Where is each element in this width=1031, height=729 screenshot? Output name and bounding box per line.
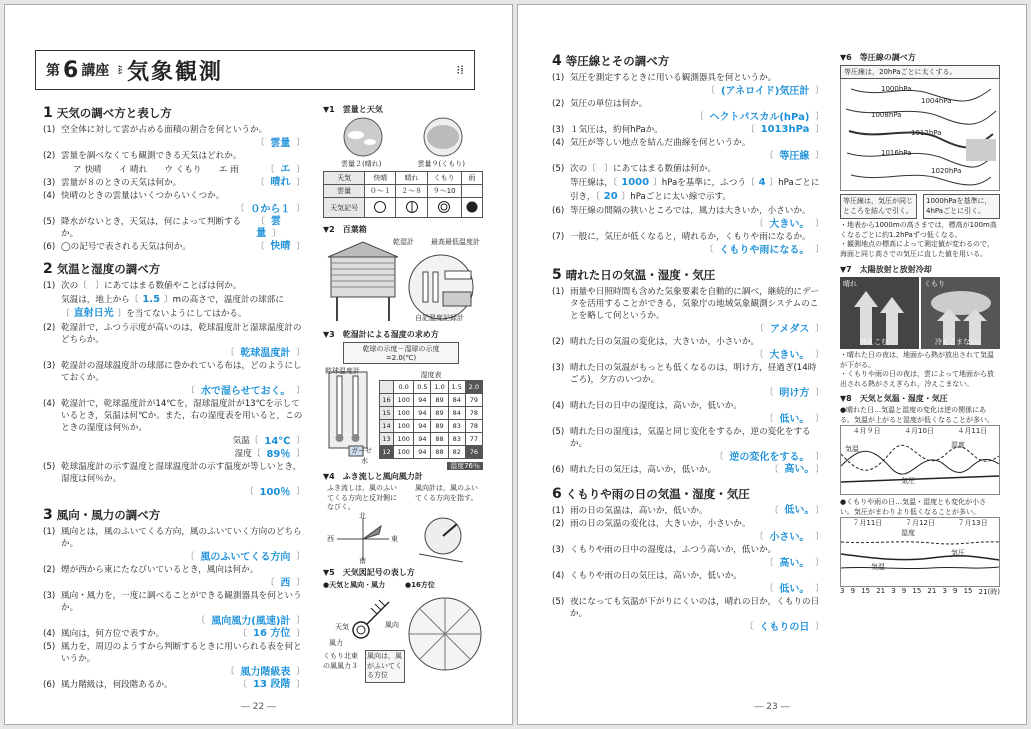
question: (6) 等圧線の間隔の狭いところでは，風力は大きいか，小さいか。: [552, 206, 811, 216]
table-cell: ９〜10: [427, 185, 461, 198]
section-title: 5 晴れた日の気温・湿度・気圧: [552, 267, 716, 283]
date-label: ７月11日: [852, 519, 883, 527]
tick-label: 15: [861, 587, 871, 595]
series-label: 気温: [871, 563, 885, 571]
note: ・観測地点の標高によって測定値が変わるので，海面と同じ高さでの気圧に直した値を用いる。: [840, 240, 994, 258]
answer: 低い。: [779, 414, 810, 425]
isobar-notes: [840, 194, 1000, 219]
figure-title: ▼2 百葉箱: [323, 225, 367, 234]
rainy-graph-lines: [841, 528, 999, 586]
note: 1000hPaを基準に，4hPaごとに引く。: [923, 194, 1000, 219]
answer-line: ア 快晴 イ 晴れ ウ くもり エ 雨 〔 エ 〕: [43, 163, 305, 177]
question: (3) １気圧は，約何hPaか。 〔 1013hPa 〕: [552, 124, 824, 135]
section-title: 3 風向・風力の調べ方: [43, 507, 161, 523]
radiation-figure: [840, 277, 1000, 349]
tick-label: 15: [963, 587, 973, 595]
question: (3) くもりや雨の日中の湿度は，ふつう高いか，低いか。: [552, 545, 777, 555]
question: (6) 晴れた日の気圧は，高いか，低いか。 〔 高い。 〕: [552, 464, 824, 475]
series-label: 気圧: [951, 549, 965, 557]
answer-line: 〔 アメダス 〕: [755, 324, 824, 335]
tick-label: 21: [927, 587, 937, 595]
compass-icon: [323, 514, 483, 564]
cloudy-night-panel: [921, 277, 1000, 349]
note: 等圧線は，気圧が同じところを結んで引く。: [840, 194, 917, 219]
isobar-map: [840, 79, 1000, 191]
dir-label: 東: [391, 535, 398, 543]
note: ●くもりや雨の日…気温・湿度とも変化が小さい。気圧がまわりより低くなることが多い。: [840, 498, 987, 516]
page-number: ― 22 ―: [240, 702, 277, 712]
figure-title: ▼3 乾湿計による湿度の求め方: [323, 330, 439, 339]
tick-label: 9: [850, 587, 856, 595]
question: (2) 乾湿計で，ふつう示度が高いのは，乾球温度計と湿球温度計のどちらか。: [43, 323, 302, 345]
question: (1) 雨量や日照時間も含めた気象要素を自動的に調べ，継続的にデータを活用することができる，気象庁の地域気象観測システムのことを略して何というか。: [552, 287, 820, 321]
answer-line: 気温〔 14℃ 〕: [232, 436, 305, 447]
question: (1) 雨の日の気温は，高いか，低いか。 〔 低い。 〕: [552, 505, 824, 516]
figure-title: ▼5 天気図記号の表し方: [323, 568, 415, 577]
question: (3) 乾湿計の湿球温度計の球部に巻かれている布は，どのようにしておくか。: [43, 361, 302, 383]
answer: (アネロイド)気圧計: [720, 86, 810, 97]
table-cell: 雲量: [324, 185, 365, 198]
note: ・くもりや雨の日の夜は，雲によって地面から放出される熱がさえぎられ，冷えこまない。: [840, 370, 994, 388]
answer-line: 〔 くもりや雨になる。 〕: [704, 245, 824, 256]
answer: 明け方: [779, 388, 810, 399]
table-cell: くもり: [427, 172, 461, 185]
isobar-label: 1012hPa: [911, 129, 942, 137]
question: (1) 空全体に対して雲が占める面積の割合を何というか。: [43, 125, 268, 135]
question: (5) 夜になっても気温が下がりにくいのは，晴れの日か，くもりの日か。: [552, 597, 820, 619]
label: 自記温度記録計: [415, 314, 464, 322]
tick-label: 21: [876, 587, 886, 595]
question: (2) 雲量を調べなくても観測できる天気はどれか。: [43, 151, 242, 161]
note: ●晴れた日…気温と湿度の変化は逆の関係にある。気温が上がると湿度が低くなることが多い。: [840, 406, 994, 424]
left-figure-column: [323, 101, 483, 680]
sunny-graph-lines: [841, 436, 999, 494]
section-title: 1 天気の調べ方と表し方: [43, 105, 172, 121]
tick-label: 3: [942, 587, 947, 595]
answer: 逆の変化をする。: [729, 452, 810, 463]
answer: 雲量: [270, 138, 291, 149]
answer-line: 〔 100％ 〕: [244, 487, 305, 498]
answer-line: 〔 等圧線 〕: [764, 151, 824, 162]
answer-line: 〔 (アネロイド)気圧計 〕: [706, 86, 824, 97]
answer: 風向風力(風速)計: [211, 616, 291, 627]
isobar-label: 1000hPa: [881, 85, 912, 93]
page-title: 気象観測: [126, 59, 223, 85]
question: (4) 気圧が等しい地点を結んだ曲線を何というか。: [552, 138, 751, 148]
weather-box-figure: [323, 237, 483, 323]
label: 風力: [329, 639, 343, 647]
table-cell: 雨: [461, 172, 482, 185]
question: (6) 風力階級は，何段階あるか。 〔 13 段階 〕: [43, 679, 305, 690]
question: (3) 風向・風力を，一度に調べることができる観測器具を何というか。: [43, 591, 302, 613]
answer-line: 〔 高い。 〕: [764, 558, 824, 569]
answer: 大きい。: [769, 219, 810, 230]
answer: 100％: [259, 487, 291, 498]
note: 風向計は，風のふいてくる方向を指す。: [415, 484, 478, 502]
figure-title: ▼6 等圧線の調べ方: [840, 53, 916, 62]
answer: 89％: [266, 449, 291, 460]
isobar-label: 1004hPa: [921, 97, 952, 105]
dir-label: 南: [359, 557, 366, 565]
answer-line: 〔 大きい。 〕: [754, 219, 824, 230]
question: (1) 風向とは，風のふいてくる方向，風のふいていく方向のどちらか。: [43, 527, 302, 549]
question: 等圧線は，〔 1000 〕hPaを基準に，ふつう〔 4 〕hPaごとに引き，〔 20 〕hPaごとに太い線で示す。: [570, 177, 820, 202]
answer-line: 〔 乾球温度計 〕: [225, 348, 305, 359]
answer: 1000: [621, 177, 650, 188]
answer: ヘクトパスカル(hPa): [709, 112, 810, 123]
tick-label: 15: [912, 587, 922, 595]
answer: 1013hPa: [760, 124, 810, 135]
tick-label: 3: [840, 587, 845, 595]
answer: 小さい。: [769, 532, 810, 543]
answer: 水で湿らせておく。: [200, 386, 291, 397]
answer: 13 段階: [252, 679, 291, 690]
table-cell: ２〜８: [396, 185, 427, 198]
figure-title: ▼8 天気と気温・湿度・気圧: [840, 394, 948, 403]
cloudy-symbol-icon: [427, 198, 461, 218]
answer: くもりや雨になる。: [719, 245, 810, 256]
question: (5) 風力を，周辺のようすから判断するときに用いられる表を何というか。: [43, 642, 302, 664]
date-label: ４月11日: [957, 427, 988, 435]
question: (5) 乾球温度計の示す温度と湿球温度計の示す温度が等しいとき，湿度は何％か。: [43, 462, 302, 484]
note: 風向は，風がふいてくる方位: [365, 650, 405, 683]
figure-title: ▼7 太陽放射と放射冷却: [840, 265, 932, 274]
answer-line: 〔 明け方 〕: [764, 388, 824, 399]
label: 水: [361, 457, 368, 465]
banner: 等圧線は，20hPaごとに太くする。: [840, 65, 1000, 79]
answer-line: 湿度〔 89％ 〕: [234, 449, 305, 460]
question: (2) 晴れた日の気温の変化は，大きいか，小さいか。: [552, 337, 760, 347]
note: ふき流しは，風のふいてくる方向と反対側になびく。: [327, 484, 397, 511]
isobar-label: 1016hPa: [881, 149, 912, 157]
right-text-column: [552, 49, 824, 634]
answer-line: 〔 逆の変化をする。 〕: [714, 452, 824, 463]
answer-line: 〔 風向風力(風速)計 〕: [196, 616, 305, 627]
answer: ０から１: [250, 204, 291, 215]
question: (6) ◯の記号で表される天気は何か。 〔 快晴 〕: [43, 241, 305, 252]
caption: 冷えこむ。: [860, 338, 895, 346]
answer: 高い。: [779, 558, 810, 569]
label: 乾湿計: [393, 238, 414, 246]
sub-title: ●16方位: [405, 581, 435, 589]
formula-box: 乾球の示度－湿球の示度 =2.0(℃): [343, 342, 459, 364]
figure-title: ▼4 ふき流しと風向風力計: [323, 472, 423, 481]
answer: 16 方位: [252, 628, 291, 639]
question: (1) 気圧を測定するときに用いる観測器具を何というか。: [552, 73, 777, 83]
question: (4) 乾湿計で，乾球温度計が14℃を，湿球温度計が13℃を示しているとき，気温は何℃か。また，右の湿度表を用いると，このときの湿度は何％か。: [43, 399, 303, 433]
answer: 等圧線: [779, 151, 810, 162]
answer: 1.5: [142, 294, 161, 305]
label: 乾球温度計: [325, 367, 360, 375]
note: ・晴れた日の夜は，地面から熱が放出されて気温が下がる。: [840, 351, 994, 369]
question: (4) 晴れた日の日中の湿度は，高いか，低いか。: [552, 401, 742, 411]
table-cell: [461, 185, 482, 198]
answer: 高い。: [784, 464, 810, 475]
figure-title: ▼1 雲量と天気: [323, 105, 383, 114]
isobar-label: 1008hPa: [871, 111, 902, 119]
tick-label: 9: [953, 587, 958, 595]
label: 晴れ: [843, 280, 857, 288]
question: (2) 煙が西から東にたなびいているとき，風向は何か。: [43, 565, 259, 575]
answer-line: 〔 水で湿らせておく。 〕: [186, 386, 305, 397]
answer-line: 〔 低い。 〕: [764, 414, 824, 425]
sunny-graph: [840, 425, 1000, 495]
answer: 風のふいてくる方向: [200, 552, 291, 563]
answer-line: 〔 風のふいてくる方向 〕: [185, 552, 305, 563]
question: (3) 雲量が８のときの天気は何か。 〔 晴れ 〕: [43, 177, 305, 188]
question: (3) 晴れた日の気温がもっとも低くなるのは，明け方，昼過ぎ(14時ごろ)，夕方のいつか。: [552, 363, 817, 385]
question: (4) 風向は，何方位で表すか。 〔 16 方位 〕: [43, 628, 305, 639]
clear-symbol-icon: [365, 198, 396, 218]
right-figure-column: [840, 49, 1000, 597]
answer: 直射日光: [73, 308, 114, 319]
series-label: 湿度: [901, 529, 915, 537]
question: (2) 気圧の単位は何か。: [552, 99, 648, 109]
weather-table: [323, 171, 483, 218]
tick-label: 3: [891, 587, 896, 595]
question: 気温は，地上から〔 1.5 〕mの高さで，温度計の球部に〔 直射日光 〕を当てないようにしてはかる。: [61, 294, 284, 319]
table-cell: ０〜１: [365, 185, 396, 198]
dots-icon: ⁝⁞: [456, 63, 464, 77]
table-cell: 天気: [324, 172, 365, 185]
dir-label: 西: [327, 535, 334, 543]
question: (5) 降水がないとき，天気は，何によって判断するか。 〔 雲量 〕: [43, 216, 281, 239]
rainy-graph: [840, 517, 1000, 587]
options: ア 快晴 イ 晴れ ウ くもり エ 雨: [73, 165, 239, 175]
question: (7) 一般に，気圧が低くなると，晴れるか，くもりや雨になるか。: [552, 232, 811, 242]
dir-label: 北: [359, 512, 366, 520]
weather-box-icon: [323, 237, 483, 323]
answer-line: 〔 雲量 〕: [255, 138, 305, 149]
rain-symbol-icon: [461, 198, 482, 218]
caption: 冷えこまない。: [935, 338, 984, 346]
answer: エ: [280, 164, 291, 175]
question: (2) 雨の日の気温の変化は，大きいか，小さいか。: [552, 519, 751, 529]
table-cell: 快晴: [365, 172, 396, 185]
header-no: 第: [46, 63, 60, 79]
sunny-symbol-icon: [396, 198, 427, 218]
section-title: 4 等圧線とその調べ方: [552, 53, 670, 69]
answer: 快晴: [270, 241, 291, 252]
date-label: ７月12日: [905, 519, 935, 527]
question: (4) くもりや雨の日の気圧は，高いか，低いか。: [552, 571, 742, 581]
note: ・地表から1000mの高さまでは，標高が100m高くなるごとに約1.2hPaずつ低くなる。: [840, 221, 997, 239]
answer-line: 〔 ０から１ 〕: [235, 204, 305, 215]
answer: 乾球温度計: [240, 348, 291, 359]
caption: 雲量９(くもり): [417, 160, 465, 168]
result-badge: 湿度76％: [447, 462, 483, 470]
answer: くもりの日: [759, 622, 810, 633]
section-title: 6 くもりや雨の日の気温・湿度・気圧: [552, 486, 750, 502]
isobar-label: 1020hPa: [931, 167, 962, 175]
answer: 低い。: [784, 505, 810, 516]
header-koza: 講座: [81, 63, 110, 79]
answer-line: 〔 くもりの日 〕: [744, 622, 824, 633]
series-label: 気圧: [901, 477, 915, 485]
tick-label: 9: [901, 587, 907, 595]
table-cell: 晴れ: [396, 172, 427, 185]
note: くもり北東の風風力３: [323, 652, 358, 670]
section-title: 2 気温と湿度の調べ方: [43, 261, 161, 277]
table-cell: 天気記号: [324, 198, 365, 218]
date-label: ４月９日: [852, 427, 881, 435]
series-label: 湿度: [951, 441, 965, 449]
left-text-column: [43, 101, 305, 692]
date-label: ４月10日: [904, 427, 934, 435]
label: ガーゼ: [351, 447, 372, 455]
lesson-header: [35, 50, 475, 90]
clear-night-panel: [840, 277, 919, 349]
answer-line: 〔 ヘクトパスカル(hPa) 〕: [694, 112, 824, 123]
weather-symbol-figure: [323, 580, 483, 680]
answer: 大きい。: [769, 350, 810, 361]
answer: 4: [758, 177, 766, 188]
answer: 西: [280, 578, 291, 589]
wind-vane-figure: [323, 484, 483, 564]
dots-icon: ⁞⁝: [117, 63, 121, 77]
humidity-table: 湿度表 0.0 0.5 1.0 1.5 2.0 16 100 94 89 84 79 15 100 94 89 84 78 14 100 94 89 83 78 13 100 94 88 83 77 12 100 94 88 82 76 湿度76％: [379, 370, 483, 471]
psychrometer-figure: [323, 342, 483, 468]
label: 天気: [335, 623, 349, 631]
label: 風向: [385, 621, 399, 629]
cloud-photo-icon: [408, 117, 478, 159]
sub-title: ●天気と風向・風力: [323, 581, 386, 589]
label: くもり: [924, 280, 945, 288]
tick-label: 21(時): [978, 588, 1000, 596]
answer: 雲量: [256, 216, 281, 239]
answer-line: 〔 風力階級表 〕: [225, 667, 305, 678]
answer-line: 〔 西 〕: [265, 578, 305, 589]
question: (5) 晴れた日の湿度は，気温と同じ変化をするか，逆の変化をするか。: [552, 427, 811, 449]
left-page: [4, 4, 513, 725]
page-number: ― 23 ―: [754, 702, 790, 712]
question: (4) 快晴のときの雲量はいくつからいくつか。: [43, 191, 225, 201]
header-num: 6: [63, 57, 79, 83]
answer-line: 〔 小さい。 〕: [754, 532, 824, 543]
cloud-photos: [323, 117, 483, 159]
answer: 20: [603, 191, 618, 202]
answer: アメダス: [769, 324, 810, 335]
right-page: [517, 4, 1027, 725]
label: 最高最低温度計: [431, 238, 480, 246]
answer: 風力階級表: [240, 667, 291, 678]
answer: 14℃: [264, 436, 291, 447]
question: (5) 次の〔 〕にあてはまる数値は何か。: [552, 164, 717, 174]
caption: 雲量２(晴れ): [341, 160, 382, 168]
answer: 晴れ: [270, 177, 291, 188]
cloud-photo-icon: [328, 117, 398, 159]
answer-line: 〔 低い。 〕: [764, 584, 824, 595]
answer: 低い。: [779, 584, 810, 595]
answer-line: 〔 大きい。 〕: [754, 350, 824, 361]
question: (1) 次の〔 〕にあてはまる数値やことばは何か。: [43, 281, 242, 291]
series-label: 気温: [845, 445, 859, 453]
date-label: ７月13日: [957, 519, 988, 527]
